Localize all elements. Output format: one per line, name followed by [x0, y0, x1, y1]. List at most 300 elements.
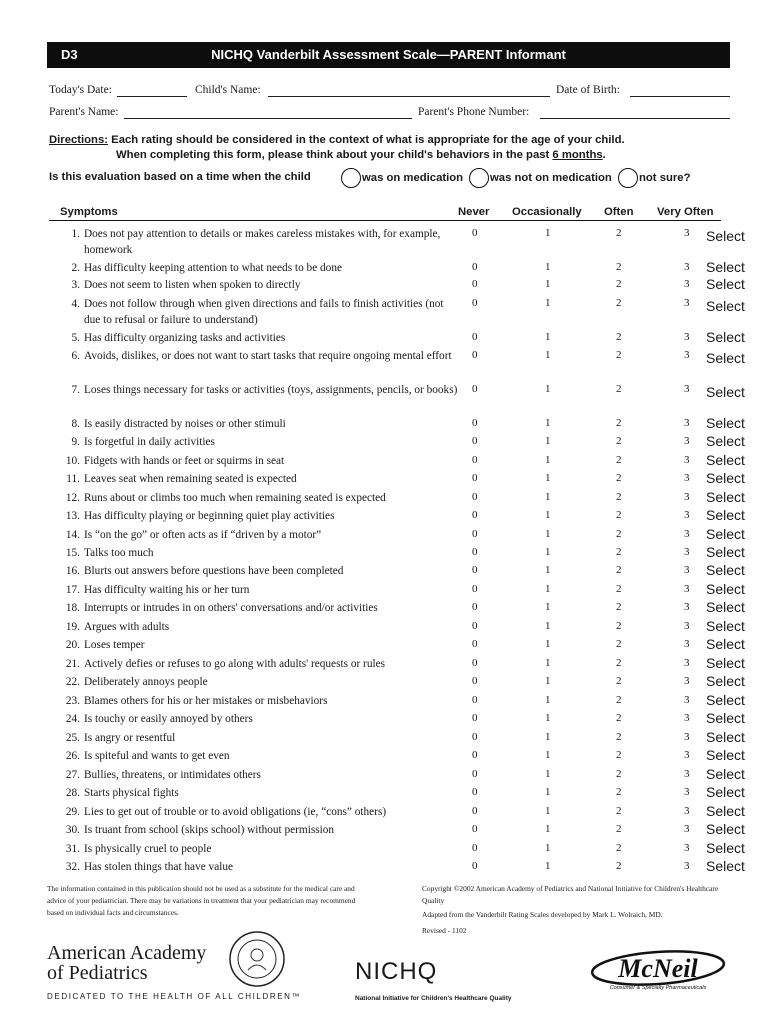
- rating-option[interactable]: 1: [545, 435, 551, 447]
- rating-option[interactable]: 0: [472, 786, 478, 798]
- symptom-label: Interrupts or intrudes in on others' conversations and/or activities: [84, 602, 378, 614]
- rating-option[interactable]: 1: [545, 383, 551, 395]
- rating-option[interactable]: 1: [545, 731, 551, 743]
- rating-option[interactable]: 3: [684, 768, 690, 780]
- symptom-label: Argues with adults: [84, 621, 170, 633]
- rating-option[interactable]: 1: [545, 694, 551, 706]
- rating-option[interactable]: 1: [545, 509, 551, 521]
- form-header: [47, 42, 730, 68]
- rating-select[interactable]: Select: [706, 710, 745, 726]
- option-not-sure[interactable]: [618, 168, 690, 188]
- rating-option[interactable]: 3: [684, 261, 690, 273]
- rating-option[interactable]: 2: [616, 509, 622, 521]
- rating-option[interactable]: 1: [545, 675, 551, 687]
- rating-option[interactable]: 3: [684, 297, 690, 309]
- rating-select[interactable]: Select: [706, 470, 745, 486]
- disclaimer: The information contained in this publication should not be used as a substitute for the medical care and advice of your pediatrician. There may be variations in treatment that your pediatrician may recommend based on individual facts and circumstances.: [47, 884, 356, 917]
- rating-select[interactable]: Select: [706, 840, 745, 856]
- rating-option[interactable]: 0: [472, 383, 478, 395]
- symptom-label: Does not follow through when given directions and fails to finish activities (not due to refusal or failure to understand): [84, 298, 444, 326]
- symptom-text: [58, 490, 458, 506]
- aap-tagline: DEDICATED TO THE HEALTH OF ALL CHILDREN™: [47, 992, 302, 1001]
- symptom-number: 26.: [65, 750, 80, 762]
- symptom-text: [58, 600, 458, 616]
- rating-option[interactable]: 1: [545, 768, 551, 780]
- rating-option[interactable]: 1: [545, 657, 551, 669]
- symptom-text: [58, 416, 458, 432]
- radio-circle[interactable]: [469, 168, 489, 188]
- symptom-number: 21.: [65, 658, 80, 670]
- symptom-number: 13.: [65, 510, 80, 522]
- rating-option[interactable]: 2: [616, 657, 622, 669]
- rating-option[interactable]: 1: [545, 491, 551, 503]
- symptom-label: Deliberately annoys people: [84, 676, 208, 688]
- aap-logo-text: [47, 943, 206, 983]
- rating-option[interactable]: 0: [472, 712, 478, 724]
- option-label: was on medication: [362, 172, 464, 184]
- symptom-number: 12.: [65, 492, 80, 504]
- evaluation-question: Is this evaluation based on a time when the child: [49, 171, 311, 183]
- symptom-number: 22.: [65, 676, 80, 688]
- rating-option[interactable]: 0: [472, 768, 478, 780]
- symptom-label: Leaves seat when remaining seated is expected: [84, 473, 297, 485]
- rating-option[interactable]: 3: [684, 417, 690, 429]
- rating-option[interactable]: 0: [472, 823, 478, 835]
- rating-option[interactable]: 2: [616, 546, 622, 558]
- rating-select[interactable]: Select: [706, 655, 745, 671]
- rating-option[interactable]: 3: [684, 435, 690, 447]
- rating-option[interactable]: 2: [616, 491, 622, 503]
- rating-option[interactable]: 1: [545, 472, 551, 484]
- symptom-text: [58, 674, 458, 690]
- symptom-number: 32.: [65, 861, 80, 873]
- rating-option[interactable]: 2: [616, 278, 622, 290]
- todays-date-field[interactable]: [117, 96, 187, 97]
- symptom-number: 6.: [71, 350, 80, 362]
- rating-option[interactable]: 0: [472, 749, 478, 761]
- rating-option[interactable]: 1: [545, 349, 551, 361]
- symptom-label: Is easily distracted by noises or other stimuli: [84, 418, 286, 430]
- directions-text1: Each rating should be considered in the context of what is appropriate for the age of your child.: [111, 134, 625, 146]
- rating-option[interactable]: 3: [684, 601, 690, 613]
- rating-option[interactable]: 2: [616, 583, 622, 595]
- symptom-text: [58, 859, 458, 875]
- symptom-label: Runs about or climbs too much when remaining seated is expected: [84, 492, 386, 504]
- rating-option[interactable]: 1: [545, 860, 551, 872]
- symptom-label: Actively defies or refuses to go along with adults' requests or rules: [84, 658, 386, 670]
- rating-option[interactable]: 0: [472, 331, 478, 343]
- directions-end: .: [602, 149, 606, 161]
- rating-select[interactable]: Select: [706, 526, 745, 542]
- symptom-number: 4.: [71, 298, 80, 310]
- rating-option[interactable]: 1: [545, 601, 551, 613]
- rating-option[interactable]: 0: [472, 842, 478, 854]
- radio-circle[interactable]: [618, 168, 638, 188]
- rating-option[interactable]: 2: [616, 694, 622, 706]
- symptom-text: [58, 382, 458, 398]
- rating-option[interactable]: 0: [472, 227, 478, 239]
- option-not-on-medication[interactable]: [469, 168, 612, 188]
- symptom-text: [58, 841, 458, 857]
- rating-select[interactable]: Select: [706, 618, 745, 634]
- rating-option[interactable]: 0: [472, 417, 478, 429]
- aap-line1: American Academy: [47, 942, 207, 964]
- rating-option[interactable]: 0: [472, 694, 478, 706]
- symptom-label: Has difficulty waiting his or her turn: [84, 584, 250, 596]
- symptom-text: [58, 767, 458, 783]
- rating-option[interactable]: 1: [545, 564, 551, 576]
- rating-option[interactable]: 2: [616, 227, 622, 239]
- symptom-label: Loses temper: [84, 639, 145, 651]
- rating-option[interactable]: 3: [684, 638, 690, 650]
- rating-option[interactable]: 0: [472, 509, 478, 521]
- rating-select[interactable]: Select: [706, 350, 745, 366]
- symptom-text: [58, 527, 458, 543]
- rating-option[interactable]: 0: [472, 435, 478, 447]
- rating-option[interactable]: 0: [472, 601, 478, 613]
- symptom-label: Bullies, threatens, or intimidates others: [84, 769, 261, 781]
- rating-option[interactable]: 2: [616, 435, 622, 447]
- rating-option[interactable]: 1: [545, 454, 551, 466]
- symptom-number: 17.: [65, 584, 80, 596]
- rating-option[interactable]: 0: [472, 620, 478, 632]
- rating-option[interactable]: 2: [616, 860, 622, 872]
- rating-option[interactable]: 2: [616, 731, 622, 743]
- rating-option[interactable]: 3: [684, 620, 690, 632]
- symptom-label: Is forgetful in daily activities: [84, 436, 215, 448]
- symptom-label: Is touchy or easily annoyed by others: [84, 713, 253, 725]
- symptom-label: Fidgets with hands or feet or squirms in seat: [84, 455, 285, 467]
- col-very-often: Very Often: [657, 206, 714, 218]
- rating-select[interactable]: Select: [706, 729, 745, 745]
- symptom-text: [58, 822, 458, 838]
- rating-select[interactable]: Select: [706, 599, 745, 615]
- rating-option[interactable]: 0: [472, 349, 478, 361]
- rating-option[interactable]: 2: [616, 749, 622, 761]
- rating-option[interactable]: 2: [616, 261, 622, 273]
- symptom-number: 14.: [65, 529, 80, 541]
- symptom-number: 19.: [65, 621, 80, 633]
- rating-option[interactable]: 2: [616, 786, 622, 798]
- rating-option[interactable]: 3: [684, 331, 690, 343]
- symptom-number: 8.: [71, 418, 80, 430]
- rating-option[interactable]: 0: [472, 491, 478, 503]
- rating-option[interactable]: 3: [684, 786, 690, 798]
- rating-option[interactable]: 3: [684, 842, 690, 854]
- rating-select[interactable]: Select: [706, 276, 745, 292]
- symptom-label: Blurts out answers before questions have been completed: [84, 565, 344, 577]
- symptom-number: 16.: [65, 565, 80, 577]
- rating-select[interactable]: Select: [706, 562, 745, 578]
- rating-option[interactable]: 2: [616, 712, 622, 724]
- rating-option[interactable]: 0: [472, 805, 478, 817]
- rating-select[interactable]: Select: [706, 747, 745, 763]
- svg-text:Consumer & Specialty Pharmaceu: Consumer & Specialty Pharmaceuticals: [609, 985, 707, 991]
- symptom-text: [58, 545, 458, 561]
- symptom-label: Has difficulty playing or beginning quiet play activities: [84, 510, 335, 522]
- rating-select[interactable]: Select: [706, 544, 745, 560]
- parents-name-field[interactable]: [124, 118, 412, 119]
- rating-option[interactable]: 1: [545, 261, 551, 273]
- symptom-number: 24.: [65, 713, 80, 725]
- option-label: was not on medication: [490, 172, 612, 184]
- rating-select[interactable]: Select: [706, 384, 745, 400]
- rating-option[interactable]: 3: [684, 805, 690, 817]
- rating-option[interactable]: 2: [616, 528, 622, 540]
- rating-option[interactable]: 0: [472, 261, 478, 273]
- symptom-number: 1.: [71, 228, 80, 240]
- symptom-text: [58, 508, 458, 524]
- symptom-text: [58, 804, 458, 820]
- option-label: not sure?: [639, 172, 691, 184]
- directions-label: Directions:: [49, 134, 109, 146]
- rating-option[interactable]: 3: [684, 528, 690, 540]
- directions-text2: When completing this form, please think about your child's behaviors in the past: [116, 149, 553, 161]
- rating-option[interactable]: 2: [616, 383, 622, 395]
- rating-option[interactable]: 1: [545, 227, 551, 239]
- rating-option[interactable]: 2: [616, 638, 622, 650]
- copyright: Copyright ©2002 American Academy of Pediatrics and National Initiative for Children's Healthcare Quality: [422, 884, 719, 905]
- svg-text:McNeil: McNeil: [618, 954, 698, 983]
- symptom-number: 9.: [71, 436, 80, 448]
- adapted-note: Adapted from the Vanderbilt Rating Scales developed by Mark L. Wolraich, MD.: [422, 910, 663, 919]
- rating-option[interactable]: 0: [472, 583, 478, 595]
- symptom-label: Has stolen things that have value: [84, 861, 234, 873]
- rating-option[interactable]: 1: [545, 417, 551, 429]
- symptom-number: 28.: [65, 787, 80, 799]
- rating-option[interactable]: 1: [545, 546, 551, 558]
- symptom-label: Is angry or resentful: [84, 732, 176, 744]
- symptom-label: Is truant from school (skips school) without permission: [84, 824, 335, 836]
- form-title: NICHQ Vanderbilt Assessment Scale—PARENT Informant: [211, 47, 566, 62]
- symptom-text: [58, 693, 458, 709]
- rating-option[interactable]: 2: [616, 768, 622, 780]
- rating-option[interactable]: 3: [684, 472, 690, 484]
- symptom-number: 27.: [65, 769, 80, 781]
- rating-option[interactable]: 3: [684, 491, 690, 503]
- symptom-number: 31.: [65, 843, 80, 855]
- col-occasionally: Occasionally: [512, 206, 582, 218]
- rating-option[interactable]: 1: [545, 712, 551, 724]
- symptom-text: [58, 330, 458, 346]
- parents-phone-label: Parent's Phone Number:: [418, 106, 530, 118]
- rating-select[interactable]: Select: [706, 858, 745, 874]
- rating-option[interactable]: 2: [616, 472, 622, 484]
- rating-option[interactable]: 0: [472, 731, 478, 743]
- symptom-text: [58, 434, 458, 450]
- rating-option[interactable]: 2: [616, 349, 622, 361]
- rating-option[interactable]: 1: [545, 297, 551, 309]
- rating-option[interactable]: 0: [472, 860, 478, 872]
- rating-option[interactable]: 1: [545, 583, 551, 595]
- parents-phone-field[interactable]: [540, 118, 730, 119]
- symptom-label: Is physically cruel to people: [84, 843, 212, 855]
- symptom-label: Has difficulty organizing tasks and activities: [84, 332, 286, 344]
- rating-select[interactable]: Select: [706, 489, 745, 505]
- symptom-number: 5.: [71, 332, 80, 344]
- rating-option[interactable]: 1: [545, 331, 551, 343]
- symptom-text: [58, 453, 458, 469]
- symptom-label: Has difficulty keeping attention to what needs to be done: [84, 262, 342, 274]
- nichq-logo: NICHQ: [355, 958, 438, 985]
- rating-option[interactable]: 0: [472, 454, 478, 466]
- rating-option[interactable]: 2: [616, 823, 622, 835]
- symptom-text: [58, 730, 458, 746]
- rating-option[interactable]: 3: [684, 657, 690, 669]
- rating-select[interactable]: Select: [706, 803, 745, 819]
- rating-option[interactable]: 3: [684, 349, 690, 361]
- childs-name-label: Child's Name:: [195, 84, 261, 96]
- rating-option[interactable]: 2: [616, 620, 622, 632]
- symptom-label: Avoids, dislikes, or does not want to start tasks that require ongoing mental effort: [84, 350, 452, 362]
- rating-select[interactable]: Select: [706, 766, 745, 782]
- symptom-label: Starts physical fights: [84, 787, 179, 799]
- col-often: Often: [604, 206, 634, 218]
- directions-period: 6 months: [552, 149, 603, 161]
- rating-option[interactable]: 0: [472, 278, 478, 290]
- rating-option[interactable]: 1: [545, 278, 551, 290]
- symptom-number: 23.: [65, 695, 80, 707]
- rating-option[interactable]: 1: [545, 620, 551, 632]
- revised-note: Revised - 1102: [422, 926, 467, 935]
- rating-select[interactable]: Select: [706, 507, 745, 523]
- parents-name-label: Parent's Name:: [49, 106, 119, 118]
- symptom-text: [58, 582, 458, 598]
- directions-line2: [116, 149, 606, 161]
- rating-select[interactable]: Select: [706, 692, 745, 708]
- rating-option[interactable]: 0: [472, 472, 478, 484]
- rating-select[interactable]: Select: [706, 259, 745, 275]
- rating-option[interactable]: 1: [545, 805, 551, 817]
- rating-option[interactable]: 2: [616, 454, 622, 466]
- rating-option[interactable]: 3: [684, 860, 690, 872]
- rating-option[interactable]: 0: [472, 564, 478, 576]
- symptom-text: [58, 748, 458, 764]
- rating-select[interactable]: Select: [706, 433, 745, 449]
- rating-option[interactable]: 2: [616, 842, 622, 854]
- symptom-text: [58, 471, 458, 487]
- rating-option[interactable]: 0: [472, 657, 478, 669]
- rating-option[interactable]: 2: [616, 417, 622, 429]
- symptom-text: [58, 619, 458, 635]
- symptom-text: [58, 711, 458, 727]
- aap-line2: of Pediatrics: [47, 962, 148, 984]
- symptom-label: Talks too much: [84, 547, 154, 559]
- symptom-text: [58, 226, 458, 258]
- rating-option[interactable]: 1: [545, 749, 551, 761]
- childs-name-field[interactable]: [268, 96, 550, 97]
- rating-select[interactable]: Select: [706, 452, 745, 468]
- symptom-text: [58, 637, 458, 653]
- rating-select[interactable]: Select: [706, 298, 745, 314]
- rating-option[interactable]: 3: [684, 749, 690, 761]
- symptom-number: 3.: [71, 279, 80, 291]
- rating-option[interactable]: 0: [472, 546, 478, 558]
- symptom-label: Is spiteful and wants to get even: [84, 750, 230, 762]
- rating-option[interactable]: 1: [545, 842, 551, 854]
- rating-option[interactable]: 2: [616, 297, 622, 309]
- rating-option[interactable]: 3: [684, 509, 690, 521]
- symptom-number: 7.: [71, 384, 80, 396]
- rating-option[interactable]: 3: [684, 278, 690, 290]
- radio-circle[interactable]: [341, 168, 361, 188]
- rating-option[interactable]: 3: [684, 227, 690, 239]
- symptom-number: 18.: [65, 602, 80, 614]
- rating-option[interactable]: 3: [684, 694, 690, 706]
- rating-option[interactable]: 3: [684, 712, 690, 724]
- rating-option[interactable]: 2: [616, 805, 622, 817]
- rating-option[interactable]: 1: [545, 786, 551, 798]
- symptom-number: 11.: [66, 473, 80, 485]
- symptom-text: [58, 656, 458, 672]
- rating-option[interactable]: 0: [472, 528, 478, 540]
- symptom-text: [58, 260, 458, 276]
- symptom-number: 29.: [65, 806, 80, 818]
- symptom-number: 25.: [65, 732, 80, 744]
- mcneil-logo: [588, 950, 728, 992]
- rating-select[interactable]: Select: [706, 581, 745, 597]
- rating-option[interactable]: 3: [684, 731, 690, 743]
- symptom-text: [58, 277, 458, 293]
- rating-option[interactable]: 3: [684, 583, 690, 595]
- symptom-number: 20.: [65, 639, 80, 651]
- rating-option[interactable]: 3: [684, 383, 690, 395]
- symptom-label: Lies to get out of trouble or to avoid obligations (ie, “cons” others): [84, 806, 387, 818]
- rating-option[interactable]: 3: [684, 546, 690, 558]
- rating-select[interactable]: Select: [706, 228, 745, 244]
- rating-option[interactable]: 3: [684, 564, 690, 576]
- todays-date-label: Today's Date:: [49, 84, 112, 96]
- rating-option[interactable]: 0: [472, 297, 478, 309]
- form-code: D3: [61, 47, 78, 62]
- nichq-subtitle: National Initiative for Children's Healthcare Quality: [355, 995, 512, 1002]
- option-on-medication[interactable]: [341, 168, 463, 188]
- header-rule: [49, 220, 721, 221]
- symptom-text: [58, 785, 458, 801]
- rating-select[interactable]: Select: [706, 673, 745, 689]
- rating-option[interactable]: 3: [684, 454, 690, 466]
- symptom-number: 30.: [65, 824, 80, 836]
- rating-option[interactable]: 2: [616, 601, 622, 613]
- rating-option[interactable]: 3: [684, 823, 690, 835]
- directions-line1: [49, 134, 625, 146]
- rating-option[interactable]: 0: [472, 638, 478, 650]
- col-symptoms: Symptoms: [60, 206, 118, 218]
- rating-select[interactable]: Select: [706, 821, 745, 837]
- symptom-label: Does not seem to listen when spoken to directly: [84, 279, 301, 291]
- rating-select[interactable]: Select: [706, 329, 745, 345]
- symptom-number: 15.: [65, 547, 80, 559]
- rating-option[interactable]: 2: [616, 564, 622, 576]
- rating-option[interactable]: 0: [472, 675, 478, 687]
- rating-option[interactable]: 1: [545, 638, 551, 650]
- rating-select[interactable]: Select: [706, 415, 745, 431]
- rating-option[interactable]: 3: [684, 675, 690, 687]
- rating-select[interactable]: Select: [706, 784, 745, 800]
- rating-option[interactable]: 2: [616, 331, 622, 343]
- symptom-text: [58, 348, 458, 364]
- rating-option[interactable]: 2: [616, 675, 622, 687]
- symptom-label: Blames others for his or her mistakes or misbehaviors: [84, 695, 328, 707]
- rating-option[interactable]: 1: [545, 823, 551, 835]
- aap-seal-icon: [228, 930, 286, 988]
- symptom-text: [58, 296, 458, 328]
- symptom-label: Is “on the go” or often acts as if “driven by a motor”: [84, 529, 322, 541]
- symptom-label: Does not pay attention to details or makes careless mistakes with, for example, homework: [84, 228, 441, 256]
- rating-option[interactable]: 1: [545, 528, 551, 540]
- date-of-birth-field[interactable]: [630, 96, 730, 97]
- rating-select[interactable]: Select: [706, 636, 745, 652]
